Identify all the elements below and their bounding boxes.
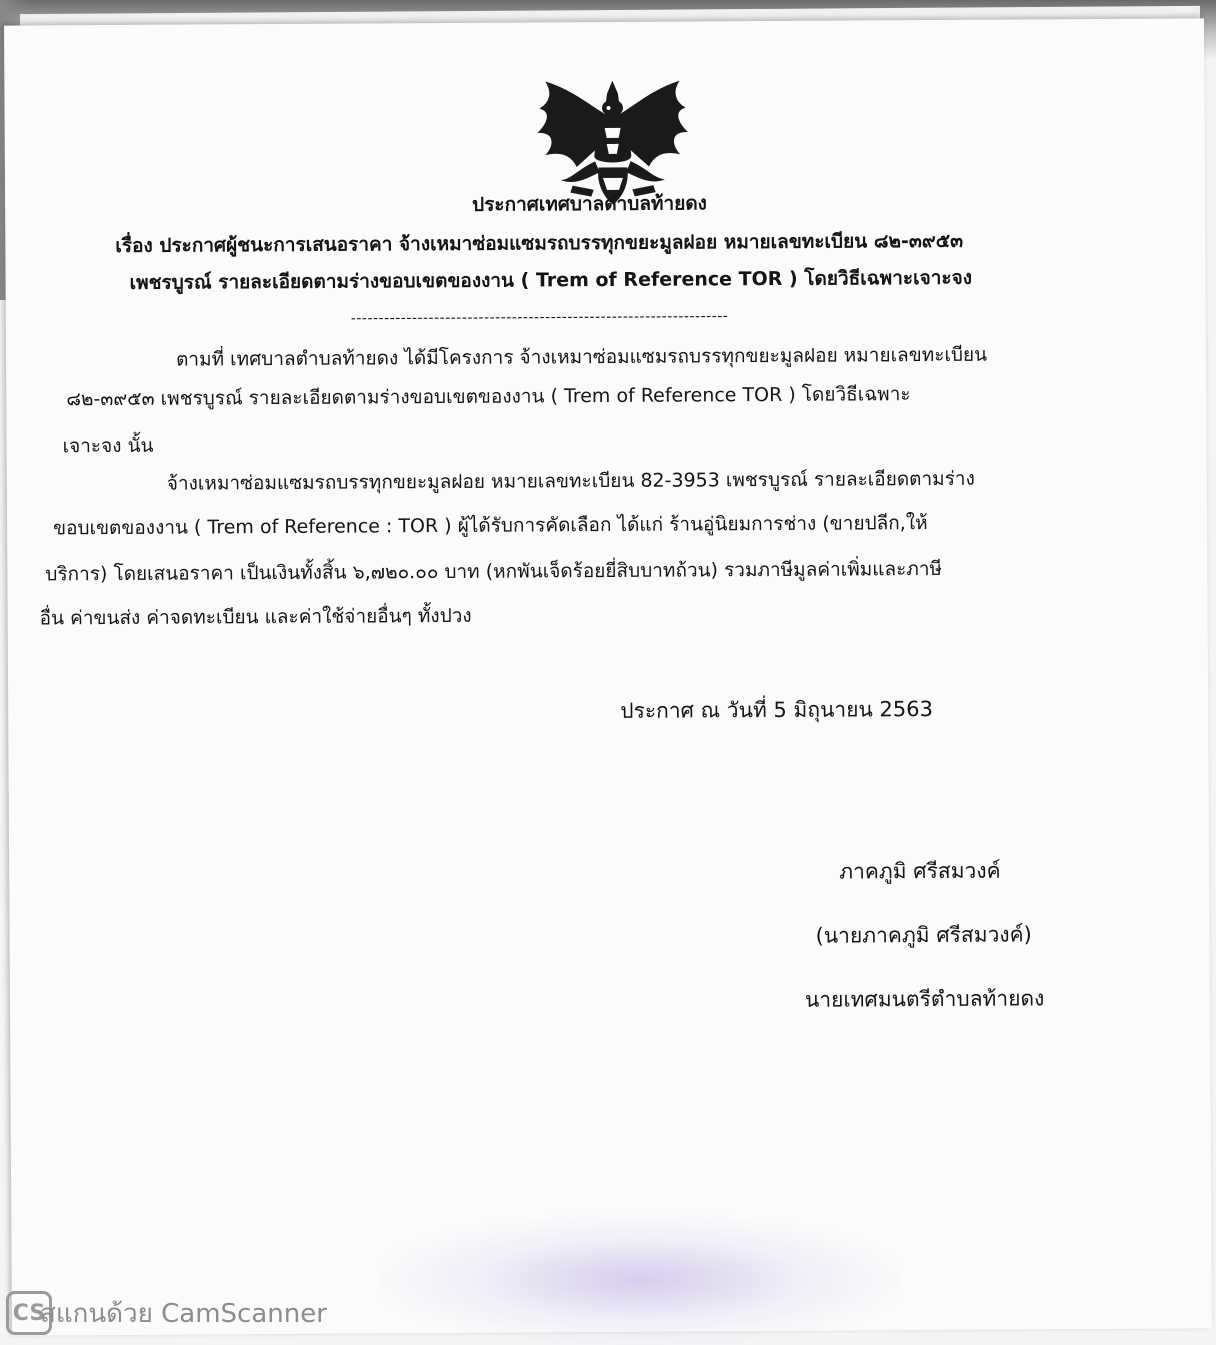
paragraph-2-line-3: บริการ) โดยเสนอราคา เป็นเงินทั้งสิ้น ๖,๗๒๐.๐๐ บาท (หกพันเจ็ดร้อยยี่สิบบาทถ้วน) รวมภาษีมูลค่าเพิ่มและภาษี bbox=[45, 557, 943, 586]
subject-line-1: เรื่อง ประกาศผู้ชนะการเสนอราคา จ้างเหมาซ่อมแซมรถบรรทุกขยะมูลฝอย หมายเลขทะเบียน ๘๒-๓๙๕๓ bbox=[115, 229, 964, 258]
document-heading: ประกาศเทศบาลตำบลท้ายดง bbox=[472, 192, 707, 216]
paragraph-1-line-2: ๘๒-๓๙๕๓ เพชรบูรณ์ รายละเอียดตามร่างขอบเขตของงาน ( Trem of Reference TOR ) โดยวิธีเฉพาะ bbox=[66, 383, 911, 411]
camscanner-text: สแกนด้วย CamScanner bbox=[40, 1298, 327, 1329]
document-page bbox=[4, 18, 1212, 1335]
signatory-full-name: (นายภาคภูมิ ศรีสมวงค์) bbox=[815, 922, 1032, 948]
paragraph-2-line-1: จ้างเหมาซ่อมแซมรถบรรทุกขยะมูลฝอย หมายเลขทะเบียน 82-3953 เพชรบูรณ์ รายละเอียดตามร่าง bbox=[166, 467, 975, 495]
paragraph-2-line-2: ขอบเขตของงาน ( Trem of Reference : TOR ) ผู้ได้รับการคัดเลือก ได้แก่ ร้านอู่นิยมการช่าง (ขายปลีก,ให้ bbox=[53, 512, 928, 540]
camscanner-watermark bbox=[6, 1288, 327, 1338]
garuda-emblem-icon bbox=[532, 77, 693, 208]
paragraph-2-line-4: อื่น ค่าขนส่ง ค่าจดทะเบียน และค่าใช้จ่ายอื่นๆ ทั้งปวง bbox=[39, 604, 472, 630]
signatory-position: นายเทศมนตรีตำบลท้ายดง bbox=[804, 986, 1045, 1012]
announcement-date: ประกาศ ณ วันที่ 5 มิถุนายน 2563 bbox=[620, 697, 934, 723]
subject-line-2: เพชรบูรณ์ รายละเอียดตามร่างขอบเขตของงาน ( Trem of Reference TOR ) โดยวิธีเฉพาะเจาะจง bbox=[129, 266, 973, 294]
signature-name: ภาคภูมิ ศรีสมวงค์ bbox=[839, 858, 1001, 884]
paragraph-1-line-1: ตามที่ เทศบาลตำบลท้ายดง ได้มีโครงการ จ้างเหมาซ่อมแซมรถบรรทุกขยะมูลฝอย หมายเลขทะเบียน bbox=[175, 343, 988, 371]
paragraph-1-line-3: เจาะจง นั้น bbox=[62, 434, 154, 458]
scan-color-artifact bbox=[380, 1215, 900, 1345]
separator: -------------------------------------------------------------------- bbox=[350, 308, 729, 327]
camscanner-logo-icon: CS bbox=[6, 1291, 52, 1335]
